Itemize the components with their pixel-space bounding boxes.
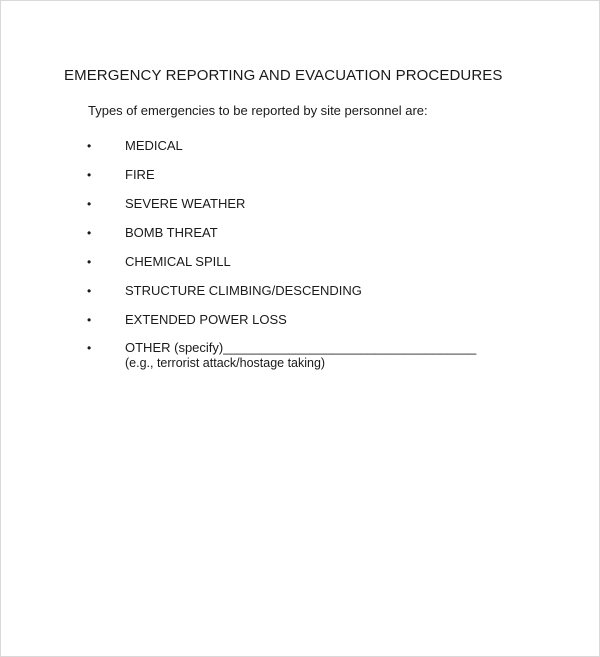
- list-item-label: CHEMICAL SPILL: [125, 254, 231, 269]
- list-item-label: SEVERE WEATHER: [125, 196, 246, 211]
- bullet-icon: •: [87, 168, 92, 182]
- bullet-icon: •: [87, 255, 92, 269]
- list-item-label: OTHER (specify)___________________________________: [125, 340, 477, 355]
- list-item-label: FIRE: [125, 167, 155, 182]
- bullet-icon: •: [87, 139, 92, 153]
- list-item-label: MEDICAL: [125, 138, 183, 153]
- list-item-label: EXTENDED POWER LOSS: [125, 312, 287, 327]
- bullet-icon: •: [87, 284, 92, 298]
- bullet-icon: •: [87, 341, 92, 355]
- bullet-icon: •: [87, 313, 92, 327]
- document-title: EMERGENCY REPORTING AND EVACUATION PROCEDURES: [64, 67, 503, 84]
- list-item-label: BOMB THREAT: [125, 225, 218, 240]
- list-item-label: STRUCTURE CLIMBING/DESCENDING: [125, 283, 362, 298]
- intro-text: Types of emergencies to be reported by site personnel are:: [88, 103, 428, 118]
- bullet-icon: •: [87, 226, 92, 240]
- bullet-icon: •: [87, 197, 92, 211]
- list-item-note: (e.g., terrorist attack/hostage taking): [125, 356, 326, 370]
